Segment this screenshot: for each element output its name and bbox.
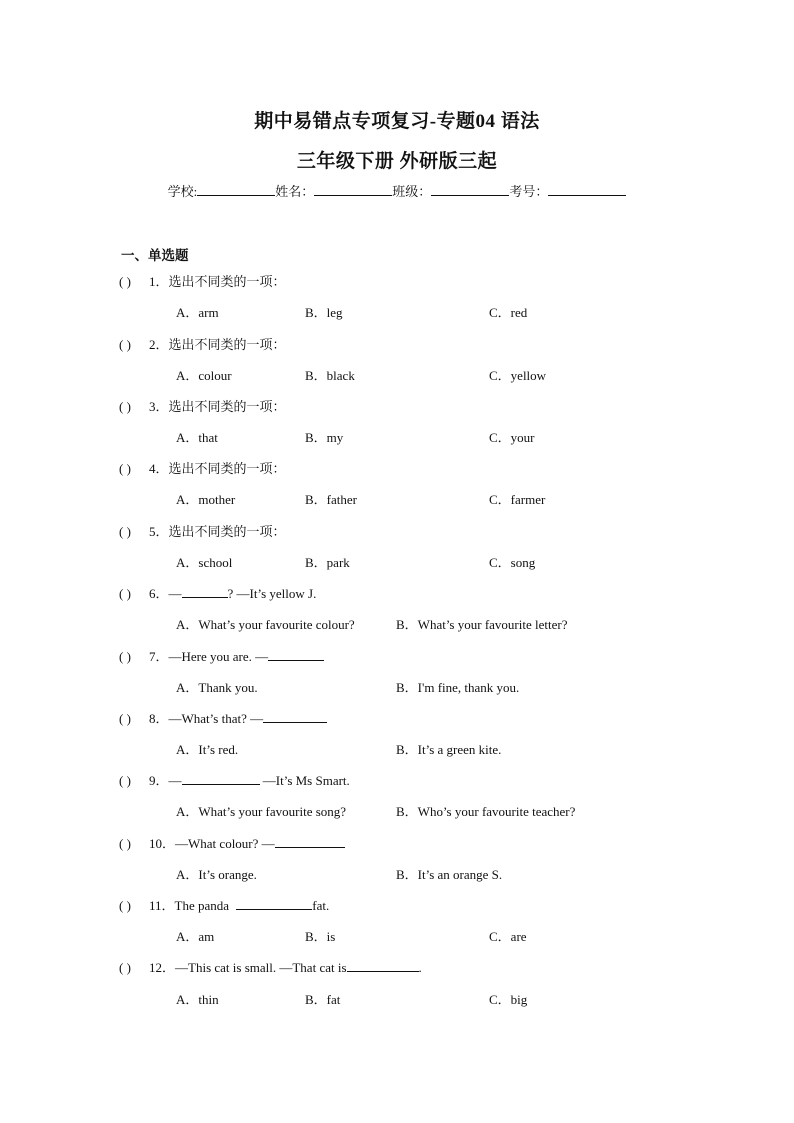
question-number: 8． xyxy=(149,711,169,726)
option-a: A．that xyxy=(176,430,218,445)
question-stem: 选出不同类的一项： xyxy=(168,337,286,352)
option-b: B．Who’s your favourite teacher? xyxy=(396,804,576,819)
option-b: B．What’s your favourite letter? xyxy=(396,617,568,632)
question-number: 2． xyxy=(149,337,169,352)
class-blank[interactable] xyxy=(431,183,509,196)
question-stem: 选出不同类的一项： xyxy=(168,461,286,476)
question-2 xyxy=(119,334,286,353)
option-a: A．school xyxy=(176,555,233,570)
fill-blank[interactable] xyxy=(347,959,419,972)
option-b: B．black xyxy=(305,368,355,383)
question-stem: 选出不同类的一项： xyxy=(168,524,286,539)
question-number: 4． xyxy=(149,461,169,476)
option-a: A．What’s your favourite colour? xyxy=(176,617,355,632)
answer-paren[interactable]: ( ) xyxy=(119,649,131,664)
student-info-line xyxy=(0,181,794,200)
question-stem-end: ? —It’s yellow J. xyxy=(227,586,317,601)
option-b: B．father xyxy=(305,492,357,507)
fill-blank[interactable] xyxy=(182,772,260,785)
school-blank[interactable] xyxy=(197,183,275,196)
question-stem-start: —What colour? — xyxy=(175,836,275,851)
number-label: 考号： xyxy=(509,184,549,199)
question-number: 7． xyxy=(149,649,169,664)
question-6 xyxy=(119,583,316,602)
question-stem-end: fat. xyxy=(312,898,330,913)
question-stem-start: —This cat is small. —That cat is xyxy=(175,960,347,975)
question-1 xyxy=(119,271,286,290)
name-label: 姓名： xyxy=(275,184,315,199)
option-a: A．arm xyxy=(176,305,219,320)
option-a: A．am xyxy=(176,929,215,944)
question-number: 11． xyxy=(149,898,175,913)
option-b: B．leg xyxy=(305,305,343,320)
section-title: 一、单选题 xyxy=(121,248,189,263)
option-b: B．my xyxy=(305,430,344,445)
answer-paren[interactable]: ( ) xyxy=(119,836,131,851)
question-7 xyxy=(119,646,324,665)
answer-paren[interactable]: ( ) xyxy=(119,461,131,476)
option-b: B．is xyxy=(305,929,336,944)
answer-paren[interactable]: ( ) xyxy=(119,773,131,788)
question-number: 5． xyxy=(149,524,169,539)
answer-paren[interactable]: ( ) xyxy=(119,898,131,913)
option-c: C．song xyxy=(489,555,536,570)
answer-paren[interactable]: ( ) xyxy=(119,586,131,601)
answer-paren[interactable]: ( ) xyxy=(119,960,131,975)
option-b: B．It’s an orange S. xyxy=(396,867,503,882)
option-b: B．fat xyxy=(305,992,341,1007)
fill-blank[interactable] xyxy=(263,710,327,723)
fill-blank[interactable] xyxy=(275,835,345,848)
answer-paren[interactable]: ( ) xyxy=(119,337,131,352)
question-stem-start: —Here you are. — xyxy=(168,649,269,664)
option-a: A．It’s red. xyxy=(176,742,239,757)
answer-paren[interactable]: ( ) xyxy=(119,399,131,414)
question-12 xyxy=(119,957,422,976)
question-11 xyxy=(119,895,329,914)
fill-blank[interactable] xyxy=(268,648,324,661)
question-number: 6． xyxy=(149,586,169,601)
number-blank[interactable] xyxy=(548,183,626,196)
question-number: 1． xyxy=(149,274,169,289)
question-3 xyxy=(119,396,286,415)
option-c: C．big xyxy=(489,992,528,1007)
answer-paren[interactable]: ( ) xyxy=(119,274,131,289)
class-label: 班级： xyxy=(392,184,432,199)
option-a: A．colour xyxy=(176,368,232,383)
question-stem-start: —What’s that? — xyxy=(168,711,264,726)
option-b: B．It’s a green kite. xyxy=(396,742,502,757)
option-b: B．park xyxy=(305,555,350,570)
question-4 xyxy=(119,458,286,477)
option-c: C．farmer xyxy=(489,492,546,507)
question-stem-start: — xyxy=(168,773,182,788)
question-9 xyxy=(119,770,350,789)
question-stem-start: The panda xyxy=(174,898,233,913)
question-stem: 选出不同类的一项： xyxy=(168,399,286,414)
page-title: 期中易错点专项复习-专题04 语法 xyxy=(254,111,540,132)
school-label: 学校: xyxy=(167,184,198,199)
option-a: A．It’s orange. xyxy=(176,867,257,882)
question-5 xyxy=(119,521,286,540)
option-c: C．your xyxy=(489,430,535,445)
answer-paren[interactable]: ( ) xyxy=(119,524,131,539)
question-10 xyxy=(119,833,345,852)
option-a: A．thin xyxy=(176,992,219,1007)
option-b: B．I'm fine, thank you. xyxy=(396,680,520,695)
option-a: A．Thank you. xyxy=(176,680,258,695)
fill-blank[interactable] xyxy=(182,585,228,598)
option-c: C．are xyxy=(489,929,527,944)
question-number: 9． xyxy=(149,773,169,788)
name-blank[interactable] xyxy=(314,183,392,196)
question-stem-end: —It’s Ms Smart. xyxy=(259,773,350,788)
fill-blank[interactable] xyxy=(236,897,312,910)
option-c: C．yellow xyxy=(489,368,547,383)
option-c: C．red xyxy=(489,305,528,320)
option-a: A．What’s your favourite song? xyxy=(176,804,347,819)
question-number: 12． xyxy=(149,960,176,975)
question-stem: 选出不同类的一项： xyxy=(168,274,286,289)
question-number: 10． xyxy=(149,836,176,851)
question-stem-end: . xyxy=(418,960,422,975)
question-number: 3． xyxy=(149,399,169,414)
question-8 xyxy=(119,708,327,727)
page-subtitle: 三年级下册 外研版三起 xyxy=(296,151,498,172)
answer-paren[interactable]: ( ) xyxy=(119,711,131,726)
option-a: A．mother xyxy=(176,492,236,507)
question-stem-start: — xyxy=(168,586,182,601)
